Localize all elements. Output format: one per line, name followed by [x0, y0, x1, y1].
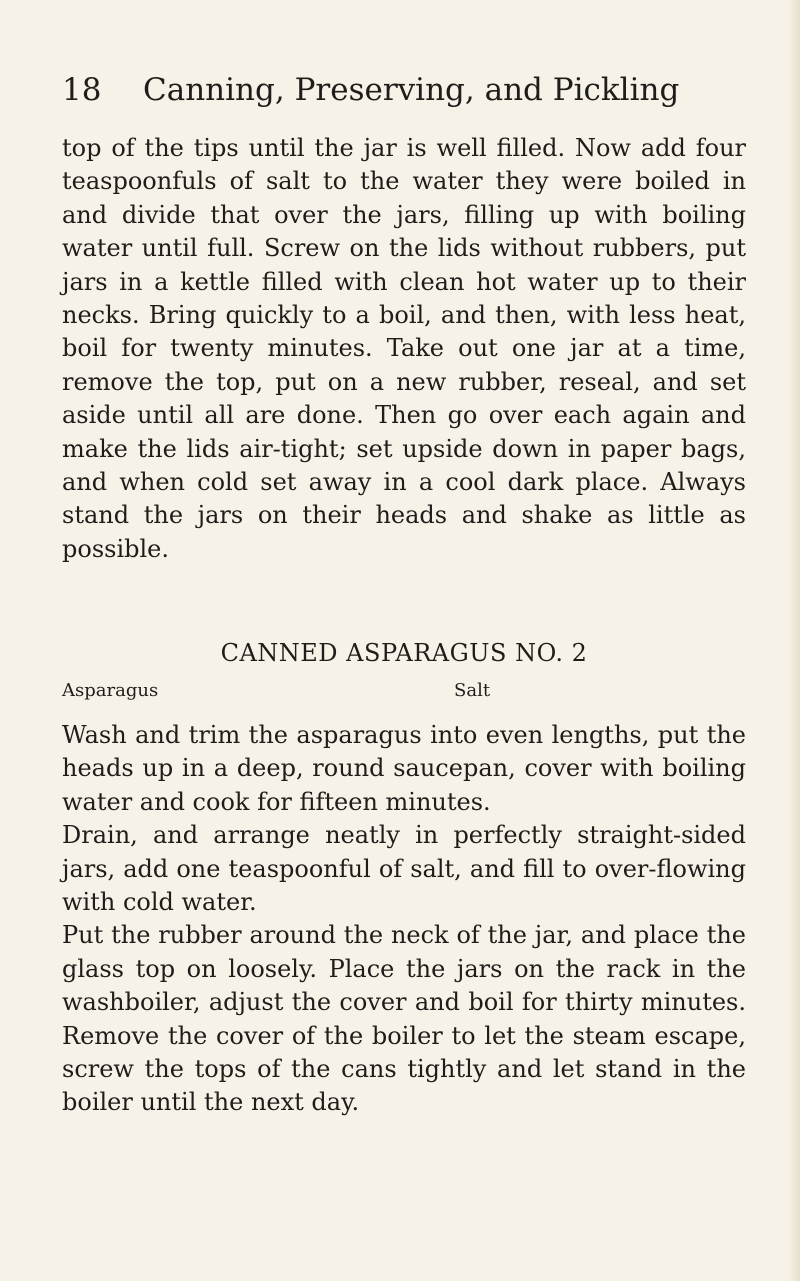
paragraph-text: top of the tips until the jar is well filled. Now add four teaspoonfuls of salt to the water they were boiled in and divide that over the jars, filling up with boiling water until full. Screw on the lids without rubbers, put jars in a kettle filled with clean hot water up to their necks. Bring quickly to a boil, and then, with less heat, boil for twenty minutes. Take out one jar at a time, remove the top, put on a new rubber, reseal, and set aside until all are done. Then go over each again and make the lids air-tight; set upside down in paper bags, and when cold set away in a cool dark place. Always stand the jars on their heads and shake as little as possible.: [62, 134, 746, 563]
recipe-title: CANNED ASPARAGUS NO. 2: [220, 639, 588, 667]
instruction-paragraph: Put the rubber around the neck of the jar, and place the glass top on loosely. Place the jars on the rack in the washboiler, adjust the cover and boil for thirty minutes. Remove the cover of the boiler to let the steam escape, screw the tops of the cans tightly and let stand in the boiler until the next day.: [62, 921, 746, 1117]
running-title: Canning, Preserving, and Pickling: [143, 72, 680, 108]
page-number: 18: [62, 72, 102, 108]
instruction-paragraph: Drain, and arrange neatly in perfectly straight-sided jars, add one teaspoonful of salt, and fill to over-flowing with cold water.: [62, 821, 746, 917]
ingredient-item: Asparagus: [62, 680, 159, 701]
ingredient-item: Salt: [454, 680, 491, 701]
page-edge-shadow: [788, 0, 800, 1281]
recipe-instructions: [62, 719, 746, 1120]
instruction-paragraph: Wash and trim the asparagus into even lengths, put the heads up in a deep, round saucepan, cover with boiling water and cook for fifteen minutes.: [62, 721, 746, 816]
continued-paragraph: [62, 132, 746, 566]
